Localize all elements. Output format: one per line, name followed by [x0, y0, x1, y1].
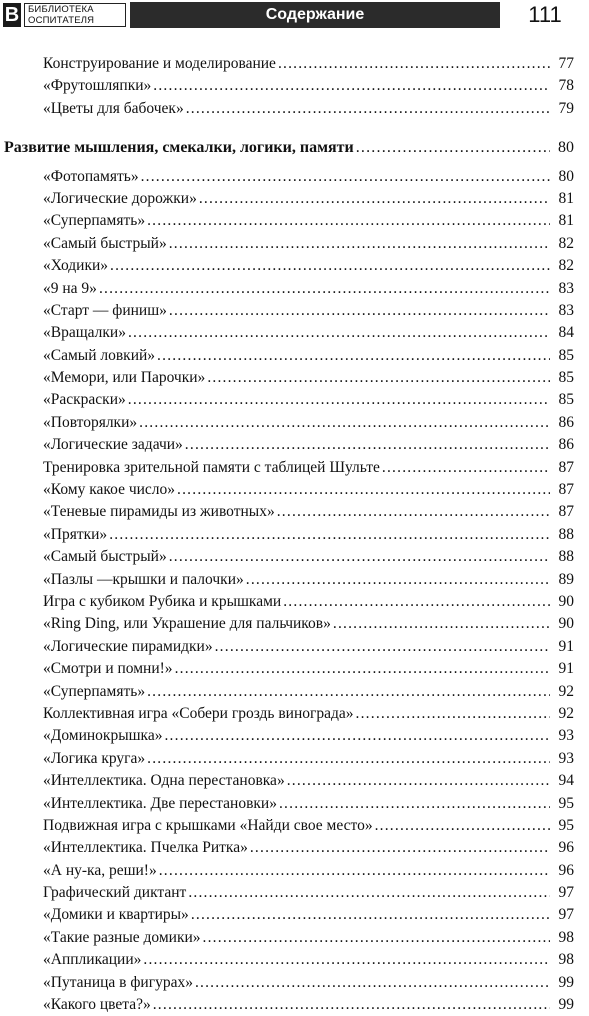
toc-entry-page: 93 [558, 727, 574, 745]
toc-entry-title: «Ring Ding, или Украшение для пальчиков» [43, 615, 331, 633]
toc-entry-title: «Интеллектика. Пчелка Ритка» [43, 839, 248, 857]
dot-leader [147, 748, 550, 770]
toc-section-heading [4, 137, 574, 159]
toc-entry [43, 412, 574, 434]
toc-entry-page: 95 [558, 816, 574, 834]
toc-entry-page: 87 [558, 481, 574, 499]
toc-entry-title: «Самый быстрый» [43, 234, 167, 252]
dot-leader [139, 412, 550, 434]
dot-leader [143, 949, 550, 971]
dot-leader [185, 434, 550, 456]
toc-entry-page: 89 [558, 570, 574, 588]
series-label-line2: ОСПИТАТЕЛЯ [28, 14, 95, 26]
toc-entry-title: Тренировка зрительной памяти с таблицей Шульте [43, 458, 380, 476]
dot-leader [169, 546, 550, 568]
toc-entry [43, 434, 574, 456]
toc-entry-title: «Раскраски» [43, 391, 126, 409]
series-label [24, 3, 126, 27]
toc-entry [43, 389, 574, 411]
toc-entry [43, 524, 574, 546]
toc-entry-page: 97 [558, 906, 574, 924]
toc-entry [43, 748, 574, 770]
toc-entry [43, 457, 574, 479]
table-of-contents [0, 53, 589, 1016]
toc-entry-title: «Цветы для бабочек» [43, 99, 184, 117]
dot-leader [169, 233, 550, 255]
dot-leader [177, 479, 550, 501]
toc-entry-title: «Интеллектика. Две перестановки» [43, 794, 277, 812]
toc-entry-title: Игра с кубиком Рубика и крышками [43, 592, 282, 610]
toc-entry-page: 90 [558, 592, 574, 610]
page-title: Содержание [130, 2, 500, 28]
toc-entry [43, 927, 574, 949]
toc-entry [43, 345, 574, 367]
toc-entry-page: 82 [558, 234, 574, 252]
page-number: 111 [528, 2, 562, 27]
dot-leader [333, 613, 550, 635]
toc-entry [43, 860, 574, 882]
toc-entry-title: «Интеллектика. Одна перестановка» [43, 772, 285, 790]
dot-leader [287, 770, 550, 792]
toc-entry-title: «Самый ловкий» [43, 346, 156, 364]
toc-entry [43, 613, 574, 635]
toc-entry-page: 81 [558, 212, 574, 230]
toc-entry-title: «Фрутошляпки» [43, 77, 152, 95]
toc-entry-page: 85 [558, 369, 574, 387]
toc-entry [43, 479, 574, 501]
toc-entry-title: «Логические дорожки» [43, 189, 197, 207]
dot-leader [207, 367, 550, 389]
toc-entry-page: 80 [558, 139, 574, 157]
toc-entry-title: «Старт — финиш» [43, 301, 167, 319]
toc-entry [43, 501, 574, 523]
toc-entry-page: 98 [558, 928, 574, 946]
toc-entry [43, 188, 574, 210]
toc-entry-title: «Домики и квартиры» [43, 906, 189, 924]
toc-entry-page: 94 [558, 772, 574, 790]
toc-entry-title: «Вращалки» [43, 324, 126, 342]
toc-entry [43, 569, 574, 591]
toc-entry [43, 949, 574, 971]
dot-leader [278, 53, 550, 75]
dot-leader [110, 255, 550, 277]
toc-entry-page: 79 [558, 99, 574, 117]
dot-leader [188, 882, 550, 904]
toc-entry-page: 92 [558, 682, 574, 700]
toc-entry [43, 770, 574, 792]
toc-entry [43, 837, 574, 859]
toc-entry-page: 99 [558, 973, 574, 991]
dot-leader [128, 322, 550, 344]
dot-leader [356, 703, 550, 725]
toc-entry-page: 93 [558, 749, 574, 767]
toc-entry-title: «Фотопамять» [43, 167, 139, 185]
dot-leader [153, 75, 550, 97]
toc-entry-page: 82 [558, 257, 574, 275]
dot-leader [164, 725, 550, 747]
toc-entry-title: «Доминокрышка» [43, 727, 163, 745]
toc-entry-page: 92 [558, 704, 574, 722]
toc-entry-title: «Логические пирамидки» [43, 637, 213, 655]
dot-leader [382, 457, 550, 479]
toc-entry-title: «Логические задачи» [43, 436, 183, 454]
toc-entry-page: 99 [558, 996, 574, 1014]
toc-entry [43, 636, 574, 658]
toc-entry-page: 91 [558, 637, 574, 655]
toc-entry-page: 86 [558, 436, 574, 454]
dot-leader [191, 904, 550, 926]
toc-entry-title: Развитие мышления, смекалки, логики, памяти [4, 139, 354, 157]
dot-leader [186, 98, 550, 120]
dot-leader [157, 345, 550, 367]
toc-entry-title: «Кому какое число» [43, 481, 176, 499]
toc-entry-page: 96 [558, 861, 574, 879]
toc-entry-page: 78 [558, 77, 574, 95]
toc-entry-page: 86 [558, 413, 574, 431]
toc-entry [43, 681, 574, 703]
toc-entry [43, 75, 574, 97]
toc-entry-page: 96 [558, 839, 574, 857]
toc-entry-page: 83 [558, 301, 574, 319]
toc-entry-page: 88 [558, 525, 574, 543]
toc-entry-page: 80 [558, 167, 574, 185]
toc-entry-title: «Прятки» [43, 525, 108, 543]
toc-entry [43, 591, 574, 613]
toc-entry-page: 77 [558, 55, 574, 72]
dot-leader [246, 569, 550, 591]
toc-entry-title: «Самый быстрый» [43, 548, 167, 566]
toc-entry-title: «Ходики» [43, 257, 109, 275]
toc-entry-page: 84 [558, 324, 574, 342]
toc-entry [43, 53, 574, 75]
dot-leader [99, 278, 550, 300]
dot-leader [153, 994, 550, 1016]
toc-entry [43, 278, 574, 300]
toc-entry [43, 725, 574, 747]
toc-entry-title: «Повторялки» [43, 413, 138, 431]
toc-entry [43, 703, 574, 725]
toc-entry [43, 815, 574, 837]
dot-leader [250, 837, 550, 859]
dot-leader [199, 188, 550, 210]
dot-leader [147, 681, 550, 703]
toc-entry-title: Подвижная игра с крышками «Найди свое место» [43, 816, 373, 834]
toc-entry [43, 322, 574, 344]
dot-leader [203, 927, 550, 949]
toc-entry [43, 882, 574, 904]
toc-entry-title: «Логика круга» [43, 749, 146, 767]
toc-entry-title: «Суперпамять» [43, 682, 146, 700]
toc-entry [43, 166, 574, 188]
dot-leader [169, 300, 550, 322]
toc-entry [43, 367, 574, 389]
toc-entry-title: «Путаница в фигурах» [43, 973, 193, 991]
toc-entry [43, 793, 574, 815]
toc-entry-title: «Мемори, или Парочки» [43, 369, 206, 387]
dot-leader [195, 972, 550, 994]
dot-leader [128, 389, 550, 411]
toc-entry [43, 233, 574, 255]
toc-entry-page: 90 [558, 615, 574, 633]
toc-entry [43, 994, 574, 1016]
dot-leader [141, 166, 550, 188]
page-header [0, 0, 589, 30]
series-label-line1: БИБЛИОТЕКА [28, 4, 94, 15]
toc-entry-page: 85 [558, 391, 574, 409]
toc-entry-page: 81 [558, 189, 574, 207]
toc-entry-page: 95 [558, 794, 574, 812]
toc-entry-title: Коллективная игра «Собери гроздь винограда» [43, 704, 354, 722]
toc-entry [43, 972, 574, 994]
toc-entry [43, 658, 574, 680]
toc-entry [43, 210, 574, 232]
toc-entry-page: 87 [558, 503, 574, 521]
dot-leader [279, 793, 550, 815]
toc-entry-title: «9 на 9» [43, 279, 97, 297]
dot-leader [159, 860, 550, 882]
toc-entry-title: «А ну-ка, реши!» [43, 861, 157, 879]
dot-leader [215, 636, 550, 658]
series-logo-letter: B [4, 4, 20, 26]
toc-entry-page: 98 [558, 951, 574, 969]
toc-entry [43, 904, 574, 926]
dot-leader [283, 591, 550, 613]
toc-entry-title: Конструирование и моделирование [43, 55, 276, 72]
toc-entry-title: «Такие разные домики» [43, 928, 201, 946]
toc-entry [43, 98, 574, 120]
toc-entry [43, 546, 574, 568]
toc-entry-page: 85 [558, 346, 574, 364]
toc-entry-page: 87 [558, 458, 574, 476]
toc-entry-title: Графический диктант [43, 884, 187, 902]
dot-leader [109, 524, 550, 546]
toc-entry-title: «Аппликации» [43, 951, 142, 969]
dot-leader [147, 210, 550, 232]
toc-entry [43, 255, 574, 277]
toc-entry-page: 88 [558, 548, 574, 566]
dot-leader [277, 501, 550, 523]
toc-entry-page: 91 [558, 660, 574, 678]
toc-entry-page: 97 [558, 884, 574, 902]
toc-entry-title: «Суперпамять» [43, 212, 146, 230]
toc-entry-title: «Теневые пирамиды из животных» [43, 503, 275, 521]
dot-leader [356, 137, 550, 159]
toc-entry-title: «Смотри и помни!» [43, 660, 173, 678]
dot-leader [175, 658, 550, 680]
toc-entry [43, 300, 574, 322]
toc-entry-title: «Пазлы —крышки и палочки» [43, 570, 244, 588]
dot-leader [375, 815, 550, 837]
toc-entry-title: «Какого цвета?» [43, 996, 151, 1014]
toc-entry-page: 83 [558, 279, 574, 297]
